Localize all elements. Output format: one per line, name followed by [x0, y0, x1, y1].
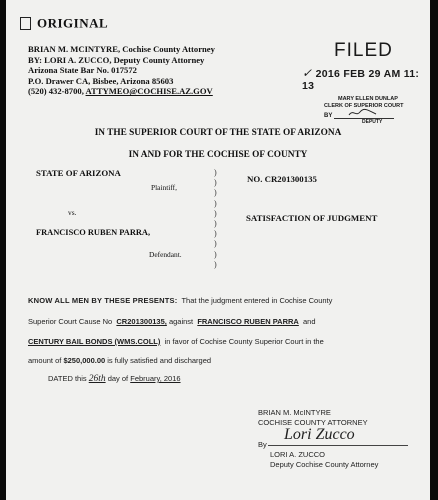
- clerk-name: MARY ELLEN DUNLAP: [338, 96, 398, 102]
- check-mark-icon: ✓: [302, 66, 313, 80]
- filed-by-label: BY: [324, 113, 333, 119]
- deputy-signature-icon: [348, 108, 378, 118]
- attorney-line: BY: LORI A. ZUCCO, Deputy County Attorney: [28, 54, 205, 65]
- dated-line: DATED this 26th day of February, 2016: [48, 374, 181, 384]
- caption-brace: ) ) ) ) ) ) ) ) ) ): [214, 168, 217, 269]
- body-line-2: Superior Court Cause No CR201300135, against FRANCISCO RUBEN PARRA and: [28, 317, 316, 326]
- body-lead: KNOW ALL MEN BY THESE PRESENTS:: [28, 296, 178, 305]
- filed-date-line: [302, 66, 430, 92]
- signature-attorney: BRIAN M. McINTYRE: [258, 408, 331, 417]
- filed-date: 2016 FEB 29 AM 11: 13: [302, 68, 420, 92]
- signature-office: COCHISE COUNTY ATTORNEY: [258, 417, 368, 427]
- signer-title: Deputy Cochise County Attorney: [270, 460, 379, 469]
- filed-by-signature-line: [334, 112, 394, 119]
- attorney-line: Arizona State Bar No. 017572: [28, 65, 137, 76]
- signature-header: [258, 408, 368, 427]
- document-title: SATISFACTION OF JUDGMENT: [246, 213, 378, 223]
- versus-label: vs.: [68, 208, 77, 217]
- defendant-party: FRANCISCO RUBEN PARRA: [197, 317, 299, 326]
- body-line-3: CENTURY BAIL BONDS (WMS.COLL) in favor of Cochise County Superior Court in the: [28, 337, 324, 346]
- dated-month-year: February, 2016: [130, 374, 181, 383]
- court-heading-line1: IN THE SUPERIOR COURT OF THE STATE OF ARIZONA: [94, 128, 342, 138]
- signature-line: [268, 445, 408, 446]
- body-line-4: amount of $250,000.00 is fully satisfied and discharged: [28, 356, 212, 365]
- surety-party: CENTURY BAIL BONDS (WMS.COLL): [28, 337, 161, 346]
- attorney-block: [28, 44, 215, 97]
- deputy-label: DEPUTY: [362, 119, 383, 125]
- filed-label: FILED: [334, 40, 393, 61]
- court-heading-line2: IN AND FOR THE COCHISE OF COUNTY: [128, 150, 308, 160]
- judgment-amount: $250,000.00: [63, 356, 106, 365]
- attorney-contact: [28, 86, 215, 97]
- original-stamp: [20, 14, 108, 32]
- attorney-line: BRIAN M. MCINTYRE, Cochise County Attorney: [28, 44, 215, 54]
- handwritten-signature: Lori Zucco: [284, 426, 355, 443]
- plaintiff-name: STATE OF ARIZONA: [36, 168, 121, 178]
- plaintiff-role: Plaintiff,: [151, 183, 177, 192]
- filed-by-line: [324, 112, 430, 119]
- attorney-line: P.O. Drawer CA, Bisbee, Arizona 85603: [28, 75, 174, 86]
- document-page: [6, 0, 430, 500]
- signer-block: [270, 450, 378, 470]
- phone-number: (520) 432-8700,: [28, 86, 84, 97]
- filed-stamp: [302, 40, 430, 125]
- signature-by-label: By: [258, 440, 267, 449]
- signer-name: LORI A. ZUCCO: [270, 450, 326, 459]
- clerk-title: CLERK OF SUPERIOR COURT: [324, 103, 404, 109]
- cause-number: CR201300135,: [116, 317, 167, 326]
- defendant-role: Defendant.: [149, 250, 182, 259]
- defendant-name: FRANCISCO RUBEN PARRA,: [36, 228, 151, 237]
- case-number: NO. CR201300135: [247, 174, 317, 184]
- email-link[interactable]: ATTYMEO@COCHISE.AZ.GOV: [85, 86, 213, 97]
- body-line-1: [28, 296, 332, 305]
- original-stamp-text: ORIGINAL: [37, 15, 109, 31]
- body-text: That the judgment entered in Cochise County: [181, 296, 333, 305]
- dated-day: 26th: [88, 374, 106, 384]
- checkbox-mark-icon: [20, 17, 31, 30]
